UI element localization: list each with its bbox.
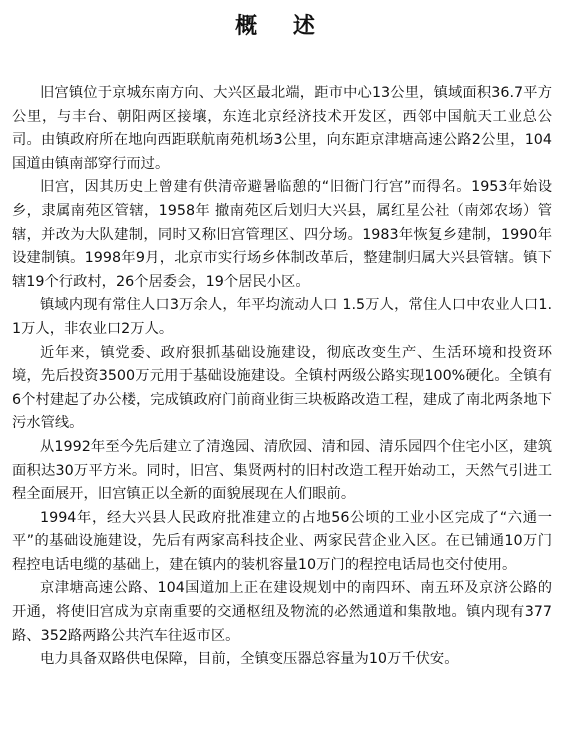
paragraph-transport: 京津塘高速公路、104国道加上正在建设规划中的南四环、南五环及京济公路的开通，将使旧宫成为京南重要的交通枢纽及物流的必然通道和集散地。镇内现有377路、352路两路公共汽车往返市区。 bbox=[12, 580, 552, 644]
paragraph-power: 电力具备双路供电保障，目前，全镇变压器总容量为10万千伏安。 bbox=[40, 651, 459, 668]
paragraph-population: 镇域内现有常住人口3万余人，年平均流动人口 1.5万人，常住人口中农业人口1.1万人，非农业口2万人。 bbox=[12, 297, 552, 337]
paragraph-history: 旧宫，因其历史上曾建有供清帝避暑临憩的“旧衙门行宫”而得名。1953年始设乡，隶属南苑区管辖，1958年 撤南苑区后划归大兴县，属红星公社（南郊农场）管辖，并改为大队建制，同时又称旧宫管理区、四分场。1983年恢复乡建制，1990年设建制镇。1998年9月，北京市实行场乡体制改革后，整建制归属大兴县管辖。镇下辖19个行政村，26个居委会，19个居民小区。 bbox=[12, 179, 552, 290]
page-title: 概 述 bbox=[235, 14, 329, 39]
paragraph-location: 旧宫镇位于京城东南方向、大兴区最北端，距市中心13公里，镇域面积36.7平方公里，与丰台、朝阳两区接壤，东连北京经济技术开发区，西邻中国航天工业总公司。由镇政府所在地向西距联航南苑机场3公里，向东距京津塘高速公路2公里，104国道由镇南部穿行而过。 bbox=[12, 85, 552, 172]
paragraph-industrial-zone: 1994年，经大兴县人民政府批准建立的占地56公顷的工业小区完成了“六通一平”的基础设施建设，先后有两家高科技企业、两家民营企业入区。在已铺通10万门程控电话电缆的基础上，建在镇内的装机容量10万门的程控电话局也交付使用。 bbox=[12, 509, 552, 573]
paragraph-infrastructure: 近年来，镇党委、政府狠抓基础设施建设，彻底改变生产、生活环境和投资环境，先后投资3500万元用于基础设施建设。全镇村两级公路实现100%硬化。全镇有6个村建起了办公楼，完成镇政府门前商业街三块板路改造工程，建成了南北两条地下污水管线。 bbox=[12, 344, 552, 432]
paragraph-residential: 从1992年至今先后建立了清逸园、清欣园、清和园、清乐园四个住宅小区，建筑面积达30万平方米。同时，旧宫、集贤两村的旧村改造工程开始动工，天然气引进工程全面展开，旧宫镇正以全新的面貌展现在人们眼前。 bbox=[12, 438, 552, 503]
